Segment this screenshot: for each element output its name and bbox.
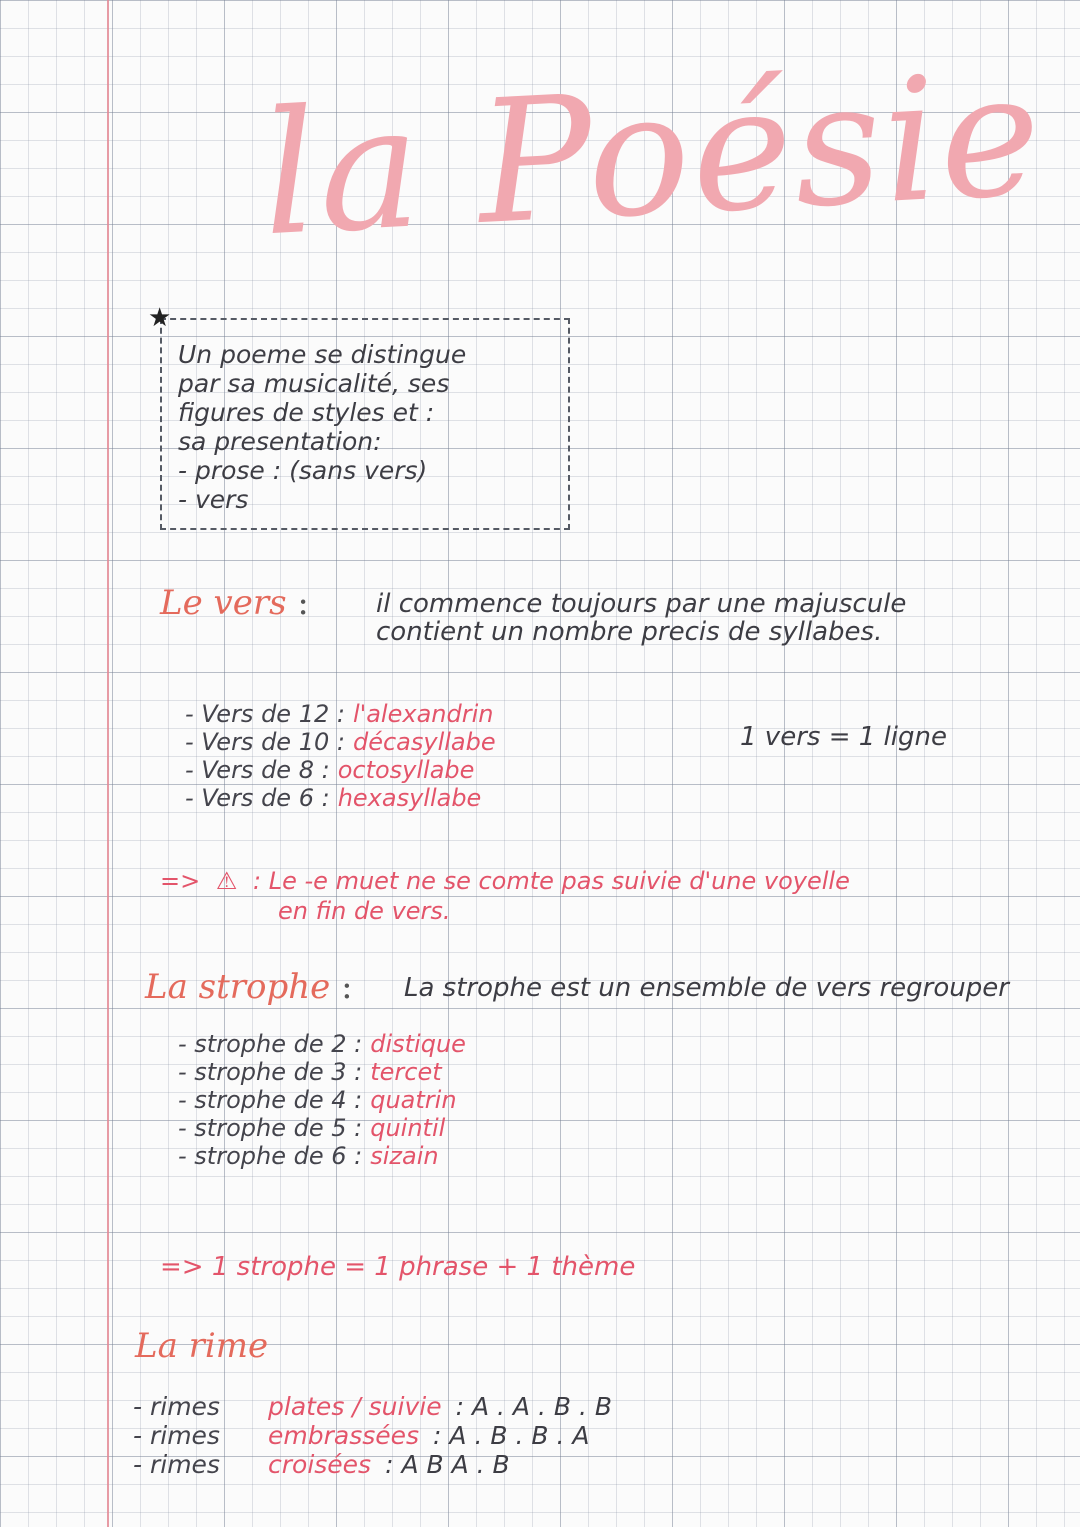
vers-heading-text: Le vers <box>160 583 287 623</box>
warning-line: en fin de vers. <box>278 897 451 925</box>
vers-item-value: l'alexandrin <box>352 700 494 728</box>
strophe-item-value: sizain <box>370 1142 439 1170</box>
rime-heading-text: La rime <box>135 1326 269 1366</box>
strophe-heading-text: La strophe <box>145 967 331 1007</box>
strophe-item-value: quatrin <box>370 1086 457 1114</box>
intro-line: sa presentation: <box>178 427 382 456</box>
page-title: la Poésie <box>257 35 1048 275</box>
strophe-heading-separator: : <box>341 967 353 1007</box>
strophe-item-value: quintil <box>370 1114 446 1142</box>
warning-line: Le -e muet ne se comte pas suivie d'une voyelle <box>268 867 850 895</box>
rime-item-value: embrassées <box>268 1421 420 1450</box>
vers-desc-line: contient un nombre precis de syllabes. <box>376 617 883 647</box>
intro-line: - prose : (sans vers) <box>178 456 428 485</box>
intro-line: figures de styles et : <box>178 398 435 427</box>
vers-side-note: 1 vers = 1 ligne <box>740 722 947 752</box>
list-item <box>178 1058 466 1086</box>
list-item <box>133 1392 612 1421</box>
strophe-item-label: - strophe de 4 : <box>178 1086 363 1114</box>
vers-desc-line: il commence toujours par une majuscule <box>376 589 907 619</box>
rime-item-label: - rimes <box>133 1421 220 1450</box>
intro-line: - vers <box>178 485 249 514</box>
strophe-item-label: - strophe de 2 : <box>178 1030 363 1058</box>
rime-item-value: croisées <box>268 1450 372 1479</box>
vers-item-label: - Vers de 6 : <box>185 784 330 812</box>
warning-separator: : <box>253 867 262 895</box>
rime-list <box>133 1392 612 1479</box>
list-item <box>133 1421 612 1450</box>
vers-item-label: - Vers de 10 : <box>185 728 345 756</box>
vers-item-value: décasyllabe <box>352 728 496 756</box>
intro-line: par sa musicalité, ses <box>178 369 450 398</box>
strophe-item-value: tercet <box>370 1058 442 1086</box>
rime-item-pattern: : A B A . B <box>385 1450 510 1479</box>
vers-item-value: octosyllabe <box>337 756 475 784</box>
section-heading-vers <box>160 583 309 623</box>
rime-item-pattern: : A . A . B . B <box>455 1392 613 1421</box>
list-item <box>178 1030 466 1058</box>
warning-icon: ⚠ <box>215 867 238 895</box>
section-heading-rime <box>135 1326 268 1366</box>
strophe-description: La strophe est un ensemble de vers regrouper <box>404 973 1009 1003</box>
vers-description <box>376 590 906 646</box>
list-item <box>178 1142 466 1170</box>
list-item <box>185 728 496 756</box>
rime-item-value: plates / suivie <box>268 1392 442 1421</box>
intro-box-text <box>178 340 466 514</box>
rime-item-label: - rimes <box>133 1450 220 1479</box>
vers-item-value: hexasyllabe <box>337 784 482 812</box>
strophe-list <box>178 1030 466 1170</box>
warning-arrow: => <box>160 867 201 895</box>
list-item <box>178 1086 466 1114</box>
list-item <box>133 1450 612 1479</box>
strophe-item-value: distique <box>370 1030 466 1058</box>
strophe-item-label: - strophe de 6 : <box>178 1142 363 1170</box>
strophe-item-label: - strophe de 5 : <box>178 1114 363 1142</box>
vers-item-label: - Vers de 12 : <box>185 700 345 728</box>
list-item <box>185 700 496 728</box>
rime-item-pattern: : A . B . B . A <box>433 1421 590 1450</box>
page-margin-line <box>107 0 109 1527</box>
vers-list <box>185 700 496 812</box>
star-icon: ★ <box>148 303 172 333</box>
list-item <box>178 1114 466 1142</box>
section-heading-strophe <box>145 967 353 1007</box>
intro-line: Un poeme se distingue <box>178 340 467 369</box>
list-item <box>185 756 496 784</box>
vers-warning <box>160 866 850 926</box>
vers-heading-separator: : <box>297 583 309 623</box>
list-item <box>185 784 496 812</box>
strophe-rule: => 1 strophe = 1 phrase + 1 thème <box>160 1252 636 1282</box>
strophe-item-label: - strophe de 3 : <box>178 1058 363 1086</box>
rime-item-label: - rimes <box>133 1392 220 1421</box>
vers-item-label: - Vers de 8 : <box>185 756 330 784</box>
